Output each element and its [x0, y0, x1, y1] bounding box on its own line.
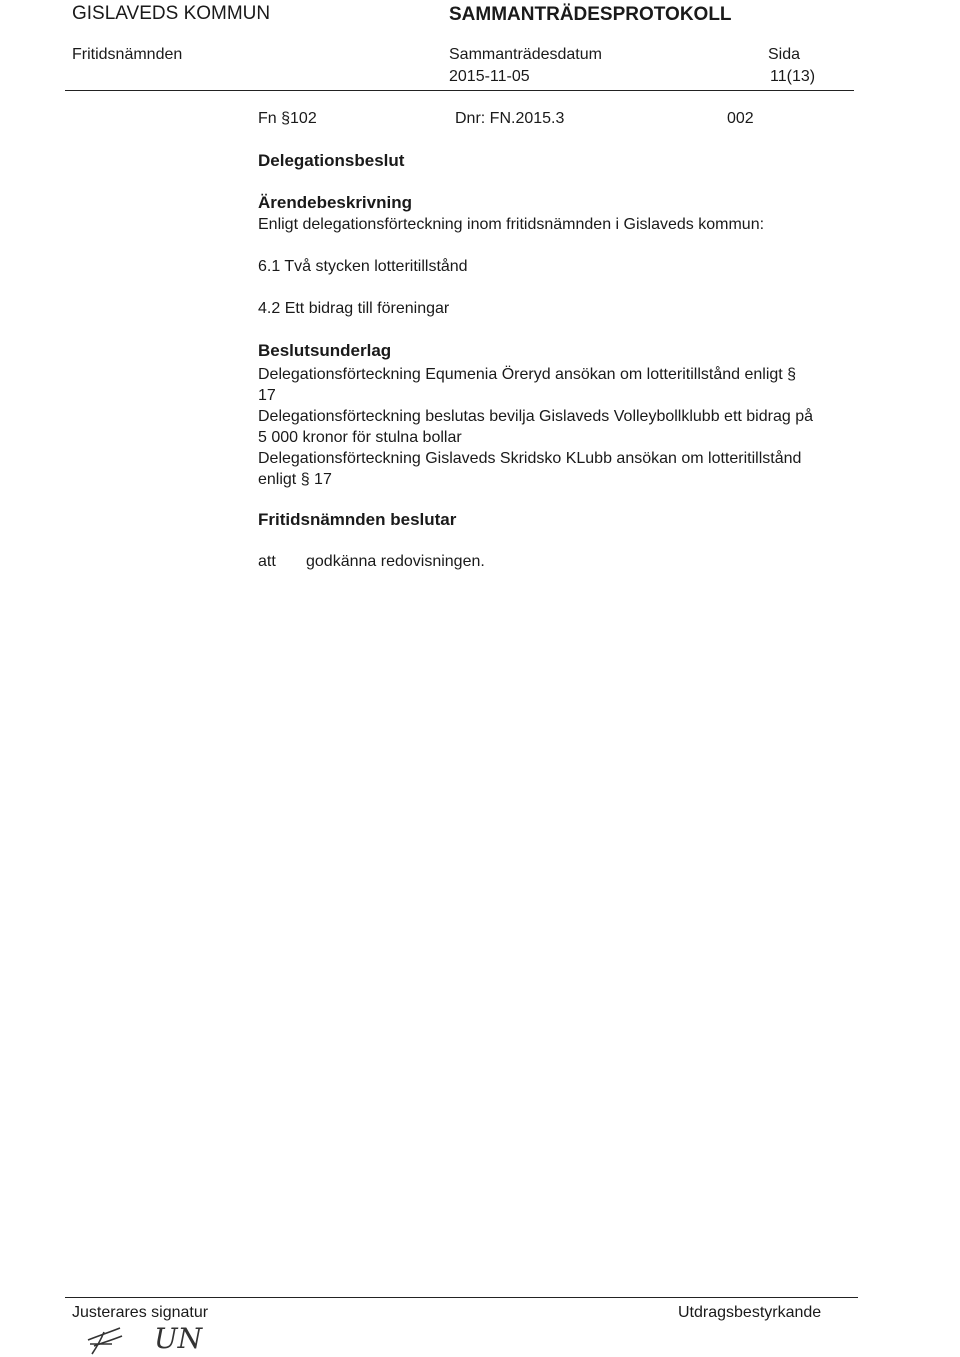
case-number: Dnr: FN.2015.3: [455, 110, 565, 127]
description-heading: Ärendebeskrivning: [258, 193, 412, 212]
description-intro: Enligt delegationsförteckning inom fritidsnämnden i Gislaveds kommun:: [258, 216, 765, 233]
signature-initials: UN: [154, 1322, 203, 1355]
org-name: GISLAVEDS KOMMUN: [72, 3, 271, 24]
basis-line: Delegationsförteckning Equmenia Öreryd ansökan om lotteritillstånd enligt §: [258, 366, 797, 383]
certification-label: Utdragsbestyrkande: [678, 1304, 822, 1321]
page-label: Sida: [768, 46, 801, 63]
case-title: Delegationsbeslut: [258, 151, 405, 170]
footer-divider: [65, 1297, 858, 1298]
decision-att: att: [258, 553, 276, 570]
description-item-2: 4.2 Ett bidrag till föreningar: [258, 300, 450, 317]
meeting-date-value: 2015-11-05: [449, 68, 530, 85]
meeting-date-label: Sammanträdesdatum: [449, 46, 602, 63]
header-divider: [65, 90, 854, 91]
page-number: 11(13): [770, 68, 816, 85]
signature-label: Justerares signatur: [72, 1304, 209, 1321]
basis-list: [258, 364, 848, 490]
decision-text: godkänna redovisningen.: [306, 553, 485, 570]
basis-line: Delegationsförteckning Gislaveds Skridsko KLubb ansökan om lotteritillstånd: [258, 450, 802, 467]
basis-line: 5 000 kronor för stulna bollar: [258, 429, 462, 446]
decision-heading: Fritidsnämnden beslutar: [258, 510, 457, 529]
document-title: SAMMANTRÄDESPROTOKOLL: [449, 4, 732, 25]
basis-line: enligt § 17: [258, 471, 332, 488]
case-code: 002: [727, 110, 754, 127]
committee-name: Fritidsnämnden: [72, 46, 183, 63]
basis-heading: Beslutsunderlag: [258, 341, 392, 360]
basis-line: Delegationsförteckning beslutas bevilja Gislaveds Volleybollklubb ett bidrag på: [258, 408, 813, 425]
paragraph-number: Fn §102: [258, 110, 317, 127]
description-item-1: 6.1 Två stycken lotteritillstånd: [258, 258, 468, 275]
basis-line: 17: [258, 387, 276, 404]
handwritten-signature: [84, 1318, 224, 1356]
